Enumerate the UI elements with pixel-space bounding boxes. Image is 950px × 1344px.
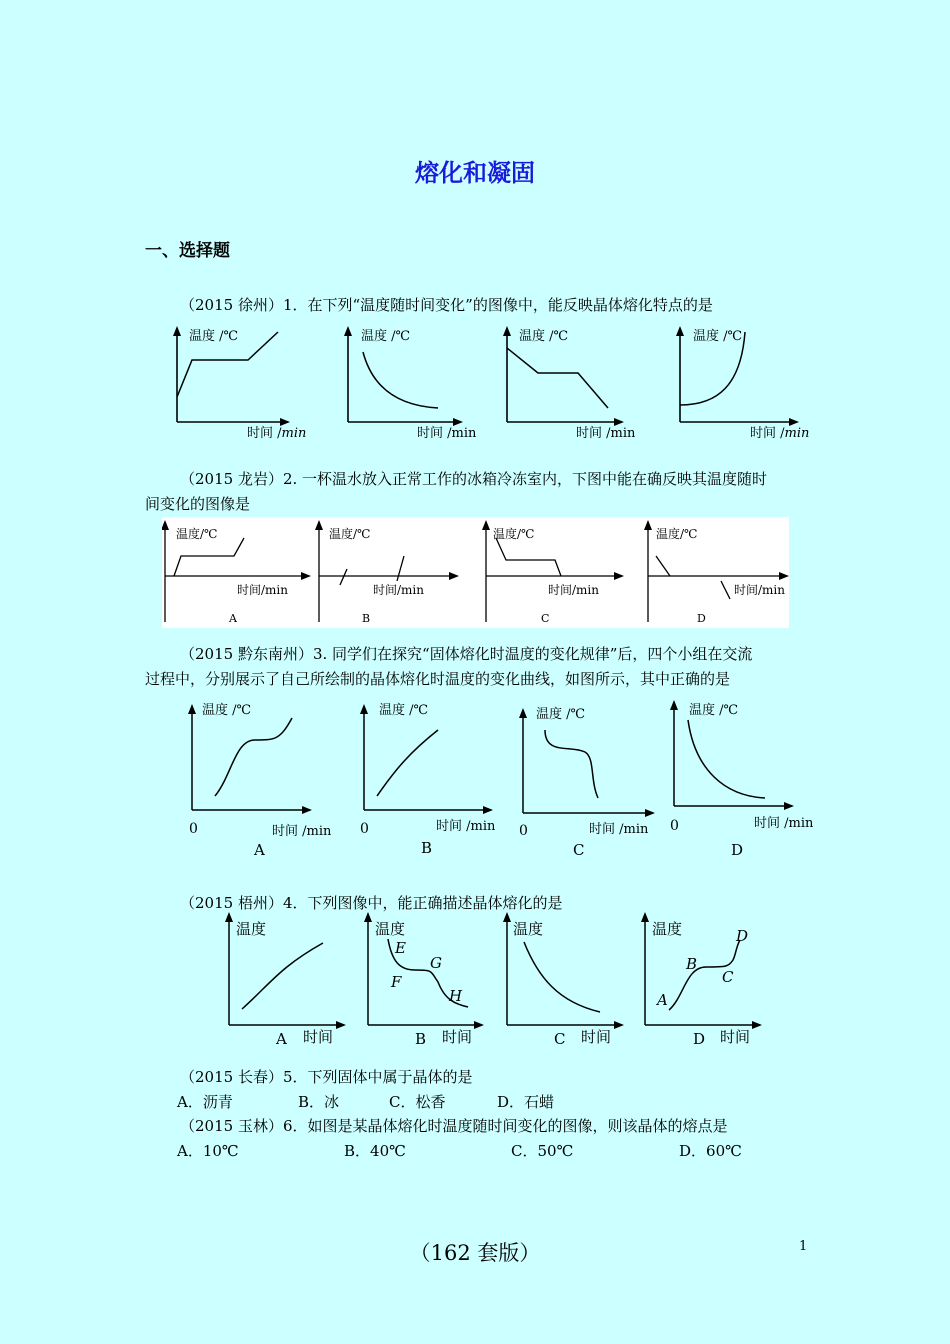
q4-option-c: C (554, 1030, 566, 1048)
q3-option-c: C (573, 841, 585, 859)
q6-option-a: A．10℃ (177, 1142, 239, 1160)
q1-d-xlabel: 时间 /min (750, 426, 810, 441)
q3-option-d: D (731, 841, 744, 859)
q3-option-b: B (421, 839, 433, 857)
question-6-text: （2015 玉林）6．如图是某晶体熔化时温度随时间变化的图像，则该晶体的熔点是 (180, 1117, 728, 1135)
q3-d-origin: 0 (670, 818, 679, 834)
question-2-line1: （2015 龙岩）2. 一杯温水放入正常工作的冰箱冷冻室内，下图中能在确反映其温度随时 (180, 470, 768, 488)
q3-a-xlabel: 时间 /min (272, 824, 332, 839)
q2-a-xlabel: 时间/min (237, 583, 288, 597)
q2-option-a: A (229, 612, 237, 625)
q4-b-point-h: H (449, 987, 463, 1005)
q3-b-xlabel: 时间 /min (436, 819, 496, 834)
q6-option-b: B．40℃ (344, 1142, 406, 1160)
q3-c-origin: 0 (519, 823, 528, 839)
page-number: 1 (799, 1239, 808, 1254)
q4-d-point-c: C (722, 968, 734, 986)
q4-b-xlabel: 时间 (442, 1028, 473, 1046)
q5-option-d: D．石蜡 (497, 1093, 555, 1111)
q1-b-ylabel: 温度 /℃ (361, 329, 411, 344)
question-5-text: （2015 长春）5．下列固体中属于晶体的是 (180, 1068, 473, 1086)
q1-a-xlabel: 时间 /min (247, 426, 307, 441)
q3-c-xlabel: 时间 /min (589, 822, 649, 837)
q3-d-xlabel: 时间 /min (754, 816, 814, 831)
q1-b-xlabel: 时间 /min (417, 426, 477, 441)
q2-option-b: B (362, 612, 371, 625)
q4-d-point-d: D (736, 927, 749, 945)
q1-c-xlabel: 时间 /min (576, 426, 636, 441)
page-title: 熔化和凝固 (415, 159, 535, 187)
q5-option-a: A．沥青 (177, 1093, 233, 1111)
q4-c-xlabel: 时间 (581, 1028, 612, 1046)
q5-option-b: B．冰 (298, 1093, 340, 1111)
q4-d-xlabel: 时间 (720, 1028, 751, 1046)
q3-b-origin: 0 (360, 821, 369, 837)
q1-a-ylabel: 温度 /℃ (189, 329, 239, 344)
q2-b-xlabel: 时间/min (373, 583, 424, 597)
q4-b-ylabel: 温度 (375, 920, 406, 938)
question-2-figure (162, 517, 789, 628)
q2-a-ylabel: 温度/℃ (176, 527, 218, 541)
q4-option-b: B (415, 1030, 427, 1048)
section-heading: 一、选择题 (145, 241, 230, 261)
q4-option-d: D (693, 1030, 706, 1048)
q2-d-ylabel: 温度/℃ (656, 527, 698, 541)
q4-a-xlabel: 时间 (303, 1028, 334, 1046)
q3-d-ylabel: 温度 /℃ (689, 703, 739, 718)
q1-d-ylabel: 温度 /℃ (693, 329, 743, 344)
question-4-text: （2015 梧州）4．下列图像中，能正确描述晶体熔化的是 (180, 894, 563, 912)
q4-d-point-b: B (686, 955, 698, 973)
q4-b-point-g: G (430, 954, 442, 972)
q2-option-d: D (697, 612, 706, 625)
q6-option-d: D．60℃ (679, 1142, 742, 1160)
q4-b-point-f: F (391, 973, 402, 991)
q1-c-ylabel: 温度 /℃ (519, 329, 569, 344)
q3-graph-d (660, 700, 810, 820)
question-3-line2: 过程中，分别展示了自己所绘制的晶体熔化时温度的变化曲线，如图所示，其中正确的是 (145, 670, 731, 688)
q4-d-point-a: A (657, 991, 668, 1009)
q4-option-a: A (276, 1030, 287, 1048)
q2-option-c: C (541, 612, 550, 625)
q2-b-ylabel: 温度/℃ (329, 527, 371, 541)
q3-a-origin: 0 (189, 821, 198, 837)
q4-b-point-e: E (395, 939, 406, 957)
q3-option-a: A (254, 841, 265, 859)
q4-a-ylabel: 温度 (236, 920, 267, 938)
q3-b-ylabel: 温度 /℃ (379, 703, 429, 718)
q3-c-ylabel: 温度 /℃ (536, 707, 586, 722)
question-1-text: （2015 徐州）1．在下列“温度随时间变化”的图像中，能反映晶体熔化特点的是 (180, 296, 713, 314)
q3-graph-a (180, 700, 320, 820)
q2-c-ylabel: 温度/℃ (493, 527, 535, 541)
q2-c-xlabel: 时间/min (548, 583, 599, 597)
q3-graph-b (350, 700, 500, 820)
q4-c-ylabel: 温度 (513, 920, 544, 938)
q6-option-c: C．50℃ (511, 1142, 574, 1160)
footer-edition: （162 套版） (409, 1241, 541, 1265)
q3-a-ylabel: 温度 /℃ (202, 703, 252, 718)
question-2-line2: 间变化的图像是 (145, 495, 251, 513)
q4-d-ylabel: 温度 (652, 920, 683, 938)
question-3-line1: （2015 黔东南州）3. 同学们在探究“固体熔化时温度的变化规律”后，四个小组在交流 (180, 645, 753, 663)
q5-option-c: C．松香 (389, 1093, 446, 1111)
q2-d-xlabel: 时间/min (734, 583, 785, 597)
